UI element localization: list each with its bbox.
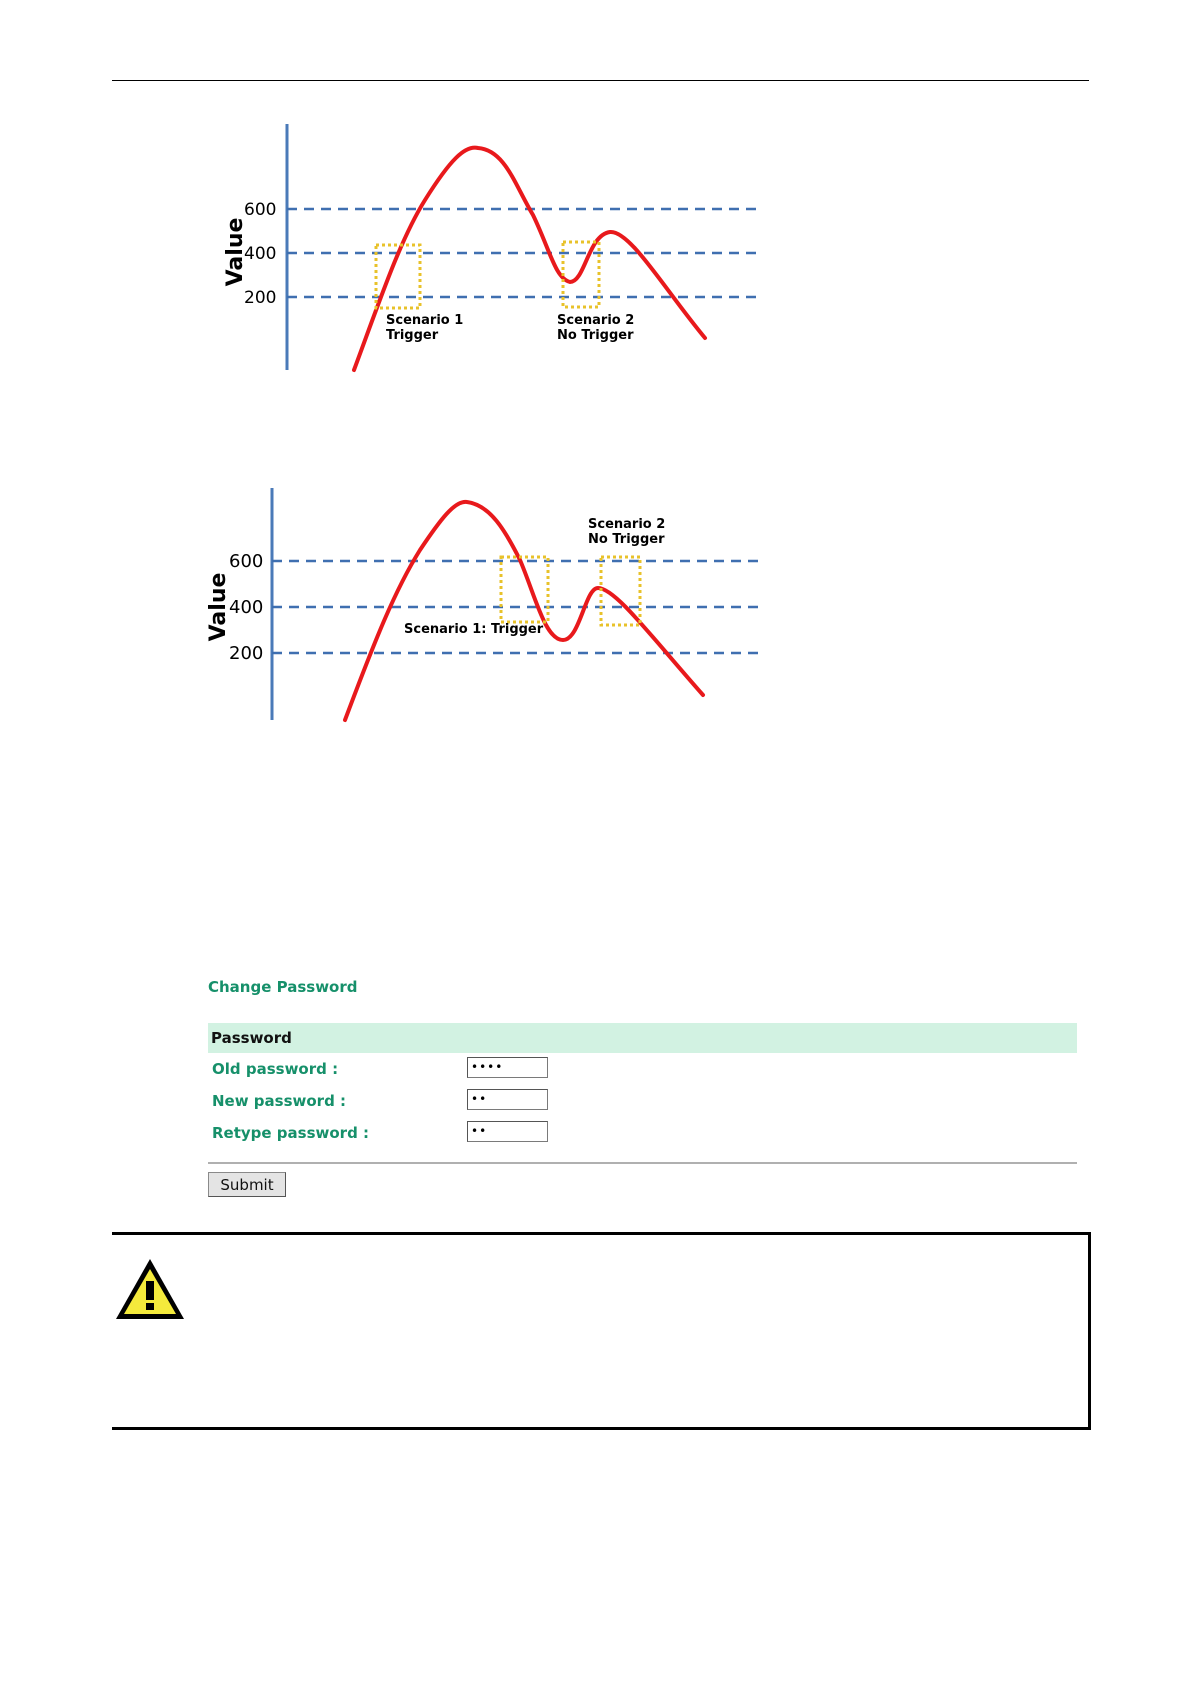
- y-tick-400: 400: [229, 597, 264, 618]
- y-tick-600: 600: [229, 551, 264, 572]
- chart-2: [0, 440, 1191, 740]
- y-tick-400: 400: [244, 244, 277, 264]
- scenario-1-label: Scenario 1: Trigger: [404, 622, 544, 637]
- new-password-row: [208, 1085, 1077, 1117]
- password-section-header: Password: [208, 1023, 1077, 1053]
- scenario-2-label: Scenario 2: [557, 313, 635, 328]
- old-password-row: [208, 1053, 1077, 1085]
- y-tick-600: 600: [244, 200, 277, 220]
- retype-password-input[interactable]: ••: [467, 1121, 548, 1142]
- retype-password-label: Retype password :: [212, 1124, 370, 1142]
- chart-1: [0, 0, 1191, 400]
- y-axis-label: Value: [206, 572, 231, 642]
- scenario-1-sublabel: Trigger: [386, 328, 439, 343]
- form-separator: [208, 1162, 1077, 1164]
- warning-box: [112, 1232, 1091, 1430]
- scenario-2-label: Scenario 2: [588, 517, 666, 532]
- change-password-title: Change Password: [208, 978, 358, 996]
- warning-icon: [114, 1256, 186, 1326]
- scenario-1-label: Scenario 1: [386, 313, 464, 328]
- y-axis-label: Value: [223, 217, 248, 287]
- old-password-input[interactable]: ••••: [467, 1057, 548, 1078]
- scenario-2-sublabel: No Trigger: [588, 532, 665, 547]
- password-table: [208, 1023, 1077, 1149]
- new-password-input[interactable]: ••: [467, 1089, 548, 1110]
- new-password-label: New password :: [212, 1092, 347, 1110]
- submit-button[interactable]: Submit: [208, 1172, 286, 1197]
- chart-1-svg: [0, 0, 1191, 400]
- scenario-2-sublabel: No Trigger: [557, 328, 634, 343]
- y-tick-200: 200: [229, 643, 264, 664]
- retype-password-row: [208, 1117, 1077, 1149]
- y-tick-200: 200: [244, 288, 277, 308]
- old-password-label: Old password :: [212, 1060, 339, 1078]
- chart-2-svg: [0, 440, 1191, 740]
